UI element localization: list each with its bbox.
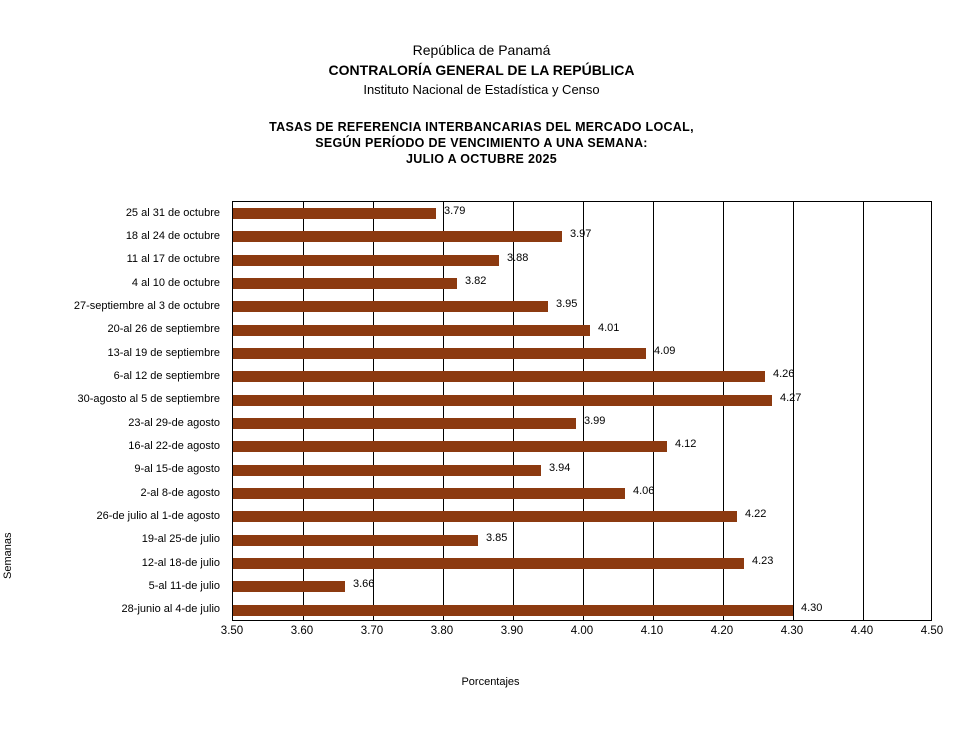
- x-tick-label: 3.80: [430, 625, 454, 637]
- category-label: 18 al 24 de octubre: [125, 230, 220, 242]
- category-label: 20-al 26 de septiembre: [107, 323, 220, 336]
- x-tick-label: 4.50: [920, 625, 944, 637]
- x-tick-label: 3.50: [220, 625, 244, 637]
- bar-row: [233, 435, 931, 458]
- x-tick-label: 4.40: [850, 625, 874, 637]
- bar-value-label: 3.66: [353, 578, 375, 591]
- bar-value-label: 4.12: [675, 438, 697, 451]
- bar-row: [233, 505, 931, 528]
- x-axis-title: [0, 676, 963, 688]
- bar: [233, 301, 548, 312]
- x-tick-label: 4.00: [570, 625, 594, 637]
- bar: [233, 488, 625, 499]
- category-label: 9-al 15-de agosto: [134, 463, 220, 476]
- x-tick-label: 3.90: [500, 625, 524, 637]
- chart-title: [0, 119, 963, 167]
- category-label: 25 al 31 de octubre: [125, 206, 220, 219]
- bar: [233, 418, 576, 429]
- category-label: 6-al 12 de septiembre: [113, 370, 220, 382]
- x-axis-tick-labels: [220, 625, 944, 643]
- category-label: 5-al 11-de julio: [148, 580, 220, 592]
- category-label: 2-al 8-de agosto: [140, 486, 220, 499]
- bar-row: [233, 202, 931, 225]
- bar: [233, 395, 772, 406]
- category-label: 19-al 25-de julio: [141, 533, 220, 546]
- bar-value-label: 3.88: [507, 251, 529, 264]
- bar-value-label: 4.01: [598, 321, 620, 334]
- header-institution: CONTRALORÍA GENERAL DE LA REPÚBLICA: [328, 62, 635, 78]
- bar-row: [233, 249, 931, 272]
- bar-row: [233, 319, 931, 342]
- x-tick-label: 3.70: [360, 625, 384, 637]
- bar-row: [233, 365, 931, 388]
- bar-row: [233, 225, 931, 248]
- bar-row: [233, 459, 931, 482]
- bar-value-label: 3.95: [556, 298, 578, 311]
- category-label: 30-agosto al 5 de septiembre: [77, 393, 220, 406]
- header-department: Instituto Nacional de Estadística y Censo: [363, 82, 600, 97]
- category-label: 26-de julio al 1-de agosto: [96, 510, 220, 522]
- bar-value-label: 4.23: [752, 555, 774, 567]
- bar: [233, 325, 590, 336]
- category-label: 27-septiembre al 3 de octubre: [73, 300, 220, 312]
- bar-row: [233, 529, 931, 552]
- bar-value-label: 4.26: [773, 368, 795, 381]
- bar-value-label: 3.85: [486, 531, 508, 544]
- bar-value-label: 3.79: [444, 205, 466, 217]
- category-label: 13-al 19 de septiembre: [107, 346, 220, 359]
- category-label: 12-al 18-de julio: [141, 556, 220, 569]
- bar: [233, 255, 499, 266]
- document-header: [0, 0, 963, 99]
- bar-series: [233, 202, 931, 620]
- chart-title-line-2: SEGÚN PERÍODO DE VENCIMIENTO A UNA SEMANA:: [315, 136, 648, 150]
- bar: [233, 511, 737, 522]
- bar-value-label: 4.09: [654, 345, 676, 357]
- bar-row: [233, 272, 931, 295]
- bar: [233, 231, 562, 242]
- bar: [233, 558, 744, 569]
- bar-value-label: 3.94: [549, 461, 571, 474]
- plot-box: [232, 201, 932, 621]
- bar-row: [233, 599, 931, 622]
- bar: [233, 371, 765, 382]
- x-tick-label: 4.10: [640, 625, 664, 637]
- bar: [233, 278, 457, 289]
- x-axis-title-text: Porcentajes: [461, 676, 520, 688]
- bar-row: [233, 389, 931, 412]
- bar-value-label: 4.27: [780, 391, 802, 404]
- bar: [233, 535, 478, 546]
- bar-value-label: 4.22: [745, 508, 767, 521]
- y-axis-title: Semanas: [2, 532, 14, 579]
- bar-value-label: 3.99: [584, 415, 606, 427]
- chart-title-line-1: TASAS DE REFERENCIA INTERBANCARIAS DEL MERCADO LOCAL,: [269, 120, 694, 134]
- x-tick-label: 4.20: [710, 625, 734, 637]
- x-tick-label: 4.30: [780, 625, 804, 637]
- bar: [233, 465, 541, 476]
- bar: [233, 208, 436, 219]
- bar-value-label: 4.06: [633, 485, 655, 497]
- bar-row: [233, 412, 931, 435]
- bar: [233, 605, 793, 616]
- bar-value-label: 3.82: [465, 275, 487, 287]
- bar-value-label: 3.97: [570, 228, 592, 241]
- y-axis-tick-labels: [0, 201, 226, 621]
- bar: [233, 441, 667, 452]
- x-tick-label: 3.60: [290, 625, 314, 637]
- bar-row: [233, 575, 931, 598]
- category-label: 23-al 29-de agosto: [128, 416, 220, 429]
- category-label: 16-al 22-de agosto: [128, 440, 220, 452]
- category-label: 11 al 17 de octubre: [126, 253, 220, 266]
- bar-row: [233, 342, 931, 365]
- bar: [233, 581, 345, 592]
- category-label: 28-junio al 4-de julio: [121, 603, 220, 616]
- chart-area: [0, 189, 963, 688]
- bar-value-label: 4.30: [801, 601, 823, 614]
- category-label: 4 al 10 de octubre: [131, 276, 220, 289]
- bar-row: [233, 295, 931, 318]
- chart-title-line-3: JULIO A OCTUBRE 2025: [406, 152, 557, 166]
- bar: [233, 348, 646, 359]
- bar-row: [233, 482, 931, 505]
- bar-row: [233, 552, 931, 575]
- header-country: República de Panamá: [412, 42, 551, 58]
